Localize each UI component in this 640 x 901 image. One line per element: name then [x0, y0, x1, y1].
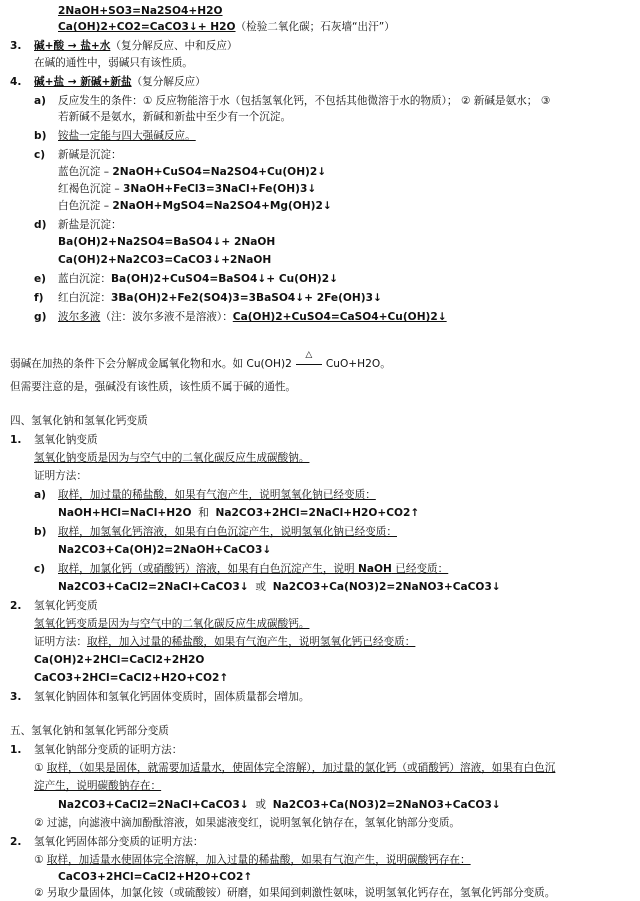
item-letter: a)	[34, 489, 46, 501]
text-line: 但需要注意的是，强碱没有该性质，该性质不属于碱的通性。	[10, 381, 297, 393]
equation-line	[58, 182, 316, 197]
precipitate-color: 红白沉淀：	[58, 292, 111, 304]
text: 已经变质：	[391, 563, 449, 575]
equation-line: Na2CO3+Ca(OH)2=2NaOH+CaCO3↓	[58, 544, 272, 556]
equation: Na2CO3+Ca(NO3)2=2NaNO3+CaCO3↓	[272, 581, 501, 593]
equation: 3Ba(OH)2+Fe2(SO4)3=3BaSO4↓+ 2Fe(OH)3↓	[110, 292, 382, 304]
subheading: 氢氧化钠部分变质的证明方法：	[34, 744, 183, 756]
conjunction: 和	[198, 507, 209, 519]
formula: NaOH	[358, 563, 392, 575]
text: 证明方法：	[34, 636, 87, 648]
text-line	[58, 562, 448, 577]
subheading: 氢氧化钙变质	[34, 600, 98, 612]
item-number: 1.	[10, 434, 22, 446]
section-heading: 五、氢氧化钠和氢氧化钙部分变质	[10, 725, 169, 737]
note: （注：波尔多液不是溶液）：	[100, 311, 233, 323]
equation: NaOH+HCl=NaCl+H2O	[58, 507, 192, 519]
equation-line	[58, 20, 395, 35]
equation-line: Ca(OH)2+2HCl=CaCl2+2H2O	[34, 654, 205, 666]
equation-line	[58, 199, 332, 214]
note: （检验二氧化碳；石灰墙“出汗”）	[235, 21, 395, 33]
circled-number: ①	[34, 762, 47, 774]
reaction-type: 碱+酸 → 盐+水	[34, 40, 111, 52]
item-letter: f)	[34, 292, 44, 304]
equation-line: CaCO3+2HCl=CaCl2+H2O+CO2↑	[34, 672, 229, 684]
text-line	[34, 635, 415, 650]
precipitate-color: 蓝白沉淀：	[58, 273, 111, 285]
equation-line: Ca(OH)2+Na2CO3=CaCO3↓+2NaOH	[58, 254, 272, 266]
text-line: ② 另取少量固体，加氯化铵（或硫酸铵）研磨，如果闻到刺激性氨味，说明氢氧化钙存在，氢氧化钙部分变质。	[34, 887, 556, 899]
equation-line	[58, 272, 338, 287]
text-line: 氢氧化钙变质是因为与空气中的二氧化碳反应生成碳酸钙。	[34, 618, 310, 630]
equation-line	[58, 291, 382, 306]
text-line: 若新碱不是氨水，新碱和新盐中至少有一个沉淀。	[58, 111, 292, 123]
text-line: 取样，加氢氧化钙溶液，如果有白色沉淀产生，说明氢氧化钠已经变质：	[58, 526, 397, 538]
text: 取样，加氯化钙（或硝酸钙）溶液，如果有白色沉淀产生，说明	[58, 563, 358, 575]
conjunction: 或	[255, 799, 266, 811]
equation-line	[58, 798, 501, 813]
equation-line: 2NaOH+SO3=Na2SO4+H2O	[58, 5, 223, 17]
equation: Na2CO3+Ca(NO3)2=2NaNO3+CaCO3↓	[272, 799, 501, 811]
conjunction: 或	[255, 581, 266, 593]
heat-triangle-icon: △	[305, 350, 313, 360]
item-number: 4.	[10, 76, 22, 88]
item-number: 2.	[10, 600, 22, 612]
reaction-type: 碱+盐 → 新碱+新盐	[34, 76, 132, 88]
subheading: 氢氧化钙固体部分变质的证明方法：	[34, 836, 204, 848]
text-line: 铵盐一定能与四大强碱反应。	[58, 130, 196, 142]
text-line: 氢氧化钠固体和氢氧化钙固体变质时，固体质量都会增加。	[34, 691, 310, 703]
text: 取样，加适量水使固体完全溶解，加入过量的稀盐酸，如果有气泡产生，说明碳酸钙存在：	[46, 854, 471, 866]
text-line	[34, 853, 471, 868]
equation: 2NaOH+CuSO4=Na2SO4+Cu(OH)2↓	[112, 166, 327, 178]
equation-line: CaCO3+2HCl=CaCl2+H2O+CO2↑	[58, 871, 253, 883]
heading-line	[34, 75, 206, 90]
text-line: ② 过滤，向滤液中滴加酚酞溶液，如果滤液变红，说明氢氧化钠存在，氢氧化钠部分变质。	[34, 817, 461, 829]
item-number: 3.	[10, 40, 22, 52]
equation-line: Ba(OH)2+Na2SO4=BaSO4↓+ 2NaOH	[58, 236, 276, 248]
equation-line	[58, 165, 326, 180]
subheading: 氢氧化钠变质	[34, 434, 98, 446]
text-line	[10, 350, 391, 372]
precipitate-color: 蓝色沉淀 –	[58, 166, 113, 178]
item-number: 3.	[10, 691, 22, 703]
item-letter: a)	[34, 95, 46, 107]
heading-line	[34, 39, 238, 54]
heating-arrow	[292, 350, 326, 372]
section-heading: 四、氢氧化钠和氢氧化钙变质	[10, 415, 148, 427]
text-line: 淀产生，说明碳酸钠存在：	[34, 780, 162, 792]
text-line: 反应发生的条件：① 反应物能溶于水（包括氢氧化钙，不包括其他微溶于水的物质）； ② 新碱是氨水； ③	[58, 95, 551, 107]
precipitate-color: 白色沉淀 –	[58, 200, 113, 212]
item-letter: d)	[34, 219, 47, 231]
equation-line	[58, 580, 501, 595]
equation: Na2CO3+CaCl2=2NaCl+CaCO3↓	[58, 581, 249, 593]
equation: Ba(OH)2+CuSO4=BaSO4↓+ Cu(OH)2↓	[110, 273, 338, 285]
precipitate-color: 红褐色沉淀 –	[58, 183, 124, 195]
item-number: 1.	[10, 744, 22, 756]
item-letter: e)	[34, 273, 47, 285]
item-letter: g)	[34, 311, 47, 323]
text-line: 氢氧化钠变质是因为与空气中的二氧化碳反应生成碳酸钠。	[34, 452, 310, 464]
equation-line	[58, 310, 447, 325]
equation: Na2CO3+2HCl=2NaCl+H2O+CO2↑	[215, 507, 420, 519]
note: （复分解反应、中和反应）	[110, 40, 238, 52]
text: CuO+H2O。	[325, 358, 391, 370]
text-line: 新盐是沉淀：	[58, 219, 122, 231]
text: 弱碱在加热的条件下会分解成金属氧化物和水。如 Cu(OH)2	[10, 358, 292, 370]
text: 取样，加入过量的稀盐酸，如果有气泡产生，说明氢氧化钙已经变质：	[86, 636, 416, 648]
equation: 3NaOH+FeCl3=3NaCl+Fe(OH)3↓	[123, 183, 317, 195]
equation: Na2CO3+CaCl2=2NaCl+CaCO3↓	[58, 799, 249, 811]
text-line: 取样，加过量的稀盐酸，如果有气泡产生，说明氢氧化钠已经变质：	[58, 489, 376, 501]
item-letter: b)	[34, 526, 47, 538]
text-line: 在碱的通性中，弱碱只有该性质。	[34, 57, 193, 69]
item-letter: b)	[34, 130, 47, 142]
text: 取样，（如果是固体，就需要加适量水，使固体完全溶解），加过量的氯化钙（或硝酸钙）溶液，如果有白色沉	[46, 762, 556, 774]
text-line: 新碱是沉淀：	[58, 149, 122, 161]
text-line	[34, 761, 555, 776]
circled-number: ①	[34, 854, 47, 866]
item-number: 2.	[10, 836, 22, 848]
equation: Ca(OH)2+CO2=CaCO3↓+ H2O	[58, 21, 236, 33]
item-letter: c)	[34, 149, 46, 161]
equation: 2NaOH+MgSO4=Na2SO4+Mg(OH)2↓	[112, 200, 332, 212]
item-letter: c)	[34, 563, 46, 575]
bordeaux-label: 波尔多液	[58, 311, 101, 323]
equation: Ca(OH)2+CuSO4=CaSO4+Cu(OH)2↓	[232, 311, 447, 323]
note: （复分解反应）	[131, 76, 206, 88]
text-line: 证明方法：	[34, 470, 87, 482]
equation-line	[58, 506, 419, 521]
